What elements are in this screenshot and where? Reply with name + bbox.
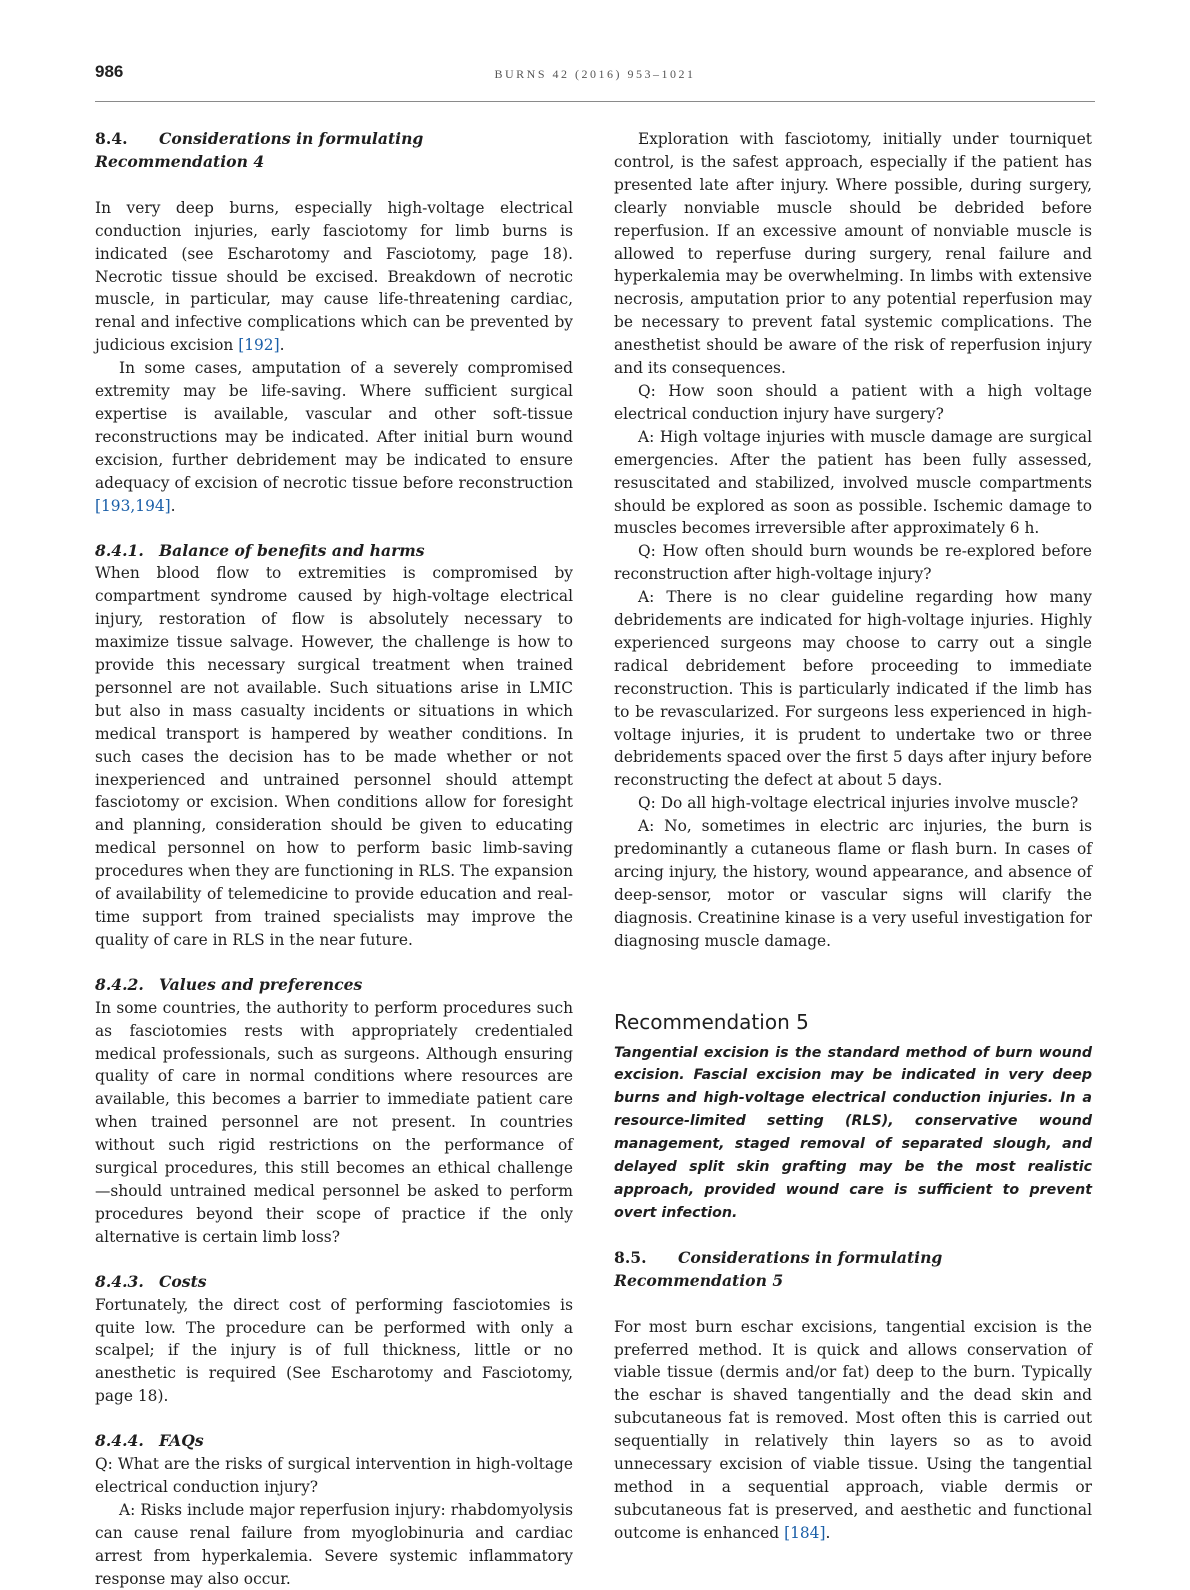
subsection-number: 8.4.2. — [95, 974, 144, 994]
subsection-heading-8-4-4 — [95, 1430, 573, 1453]
left-column — [95, 128, 573, 1590]
citation-link[interactable]: [193,194] — [95, 496, 171, 515]
paragraph: For most burn eschar excisions, tangential excision is the preferred method. It is quick and allows conservation of viable tissue (dermis and/or fat) deep to the burn. Typically the eschar is shaved tangentially and the dead skin and subcutaneous fat is removed. Most often this is carried out sequentially in relatively thin layers so as to avoid unnecessary excision of viable tissue. Using the tangential method in a sequential approach, viable dermis or subcutaneous fat is preserved, and aesthetic and functional outcome is enhanced [184]. — [614, 1317, 1092, 1542]
section-title: Considerations in formulating Recommendation 5 — [614, 1247, 943, 1290]
subsection-title: Balance of benefits and harms — [159, 540, 425, 560]
paragraph: When blood flow to extremities is compromised by compartment syndrome caused by high-voltage electrical injury, restoration of flow is absolutely necessary to maximize tissue salvage. However, the challenge is how to provide this necessary surgical treatment when trained personnel are not available. Such situations arise in LMIC but also in mass casualty incidents or situations in which medical transport is hampered by weather conditions. In such cases the decision has to be made whether or not inexperienced and untrained personnel should attempt fasciotomy or excision. When conditions allow for foresight and planning, consideration should be given to educating medical personnel on how to perform basic limb-saving procedures when they are functioning in RLS. The expansion of availability of telemedicine to provide education and real-time support from trained specialists may improve the quality of care in RLS in the near future. — [95, 564, 573, 949]
faq-answer: A: No, sometimes in electric arc injuries, the burn is predominantly a cutaneous flame or flash burn. In cases of arcing injury, the history, wound appearance, and absence of deep-sensor, motor or vascular signs will clarify the diagnosis. Creatinine kinase is a very useful investigation for diagnosing muscle damage. — [614, 817, 1092, 950]
section-heading-8-5 — [614, 1247, 1092, 1293]
subsection-number: 8.4.1. — [95, 540, 144, 560]
faq-question: Q: Do all high-voltage electrical injuries involve muscle? — [638, 794, 1079, 813]
paragraph: In very deep burns, especially high-voltage electrical conduction injuries, early fasciotomy for limb burns is indicated (see Escharotomy and Fasciotomy, page 18). Necrotic tissue should be excised. Breakdown of necrotic muscle, in particular, may cause life-threatening cardiac, renal and infective complications which can be prevented by judicious excision [192]. — [95, 198, 573, 355]
paragraph: In some countries, the authority to perform procedures such as fasciotomies rests with appropriately credentialed medical professionals, such as surgeons. Although ensuring quality of care in normal conditions where resources are available, this becomes a barrier to immediate patient care when trained personnel are not present. In countries without such rigid restrictions on the performance of surgical procedures, this still becomes an ethical challenge—should untrained medical personnel be asked to perform procedures beyond their scope of practice if the only alternative is certain limb loss? — [95, 998, 573, 1246]
running-head: BURNS 42 (2016) 953–1021 — [494, 67, 696, 81]
recommendation-title: Recommendation 5 — [614, 1009, 809, 1034]
page-number: 986 — [95, 62, 124, 81]
paragraph: Fortunately, the direct cost of performing fasciotomies is quite low. The procedure can be performed with only a scalpel; if the injury is of full thickness, little or no anesthetic is required (See Escharotomy and Fasciotomy, page 18). — [95, 1295, 573, 1406]
subsection-title: Costs — [159, 1271, 207, 1291]
subsection-heading-8-4-3 — [95, 1271, 573, 1294]
subsection-number: 8.4.3. — [95, 1271, 144, 1291]
recommendation-text: Tangential excision is the standard method of burn wound excision. Fascial excision may be indicated in very deep burns and high-voltage electrical conduction injuries. In a resource-limited setting (RLS), conservative wound management, staged removal of separated slough, and delayed split skin grafting may be the most realistic approach, provided wound care is sufficient to prevent overt infection. — [614, 1044, 1092, 1221]
paragraph: In some cases, amputation of a severely compromised extremity may be life-saving. Where sufficient surgical expertise is available, vascular and other soft-tissue reconstructions may be indicated. After initial burn wound excision, further debridement may be indicated to ensure adequacy of excision of necrotic tissue before reconstruction [193,194]. — [95, 359, 573, 515]
faq-question: Q: How soon should a patient with a high voltage electrical conduction injury have surgery? — [614, 381, 1092, 423]
section-number: 8.5. — [614, 1247, 647, 1267]
subsection-title: FAQs — [159, 1431, 204, 1451]
paragraph: Exploration with fasciotomy, initially under tourniquet control, is the safest approach, especially if the patient has presented late after injury. Where possible, during surgery, clearly nonviable muscle should be debrided before reperfusion. If an excessive amount of nonviable muscle is allowed to reperfuse during surgery, renal failure and hyperkalemia may be overwhelming. In limbs with extensive necrosis, amputation prior to any potential reperfusion may be necessary to prevent fatal systemic complications. The anesthetist should be aware of the risk of reperfusion injury and its consequences. — [614, 130, 1092, 378]
faq-question: Q: How often should burn wounds be re-explored before reconstruction after high-voltage injury? — [614, 542, 1092, 584]
citation-link[interactable]: [192] — [238, 336, 280, 355]
subsection-heading-8-4-1 — [95, 540, 573, 563]
section-title: Considerations in formulating Recommendation 4 — [95, 129, 424, 171]
faq-answer: A: There is no clear guideline regarding how many debridements are indicated for high-voltage injuries. Highly experienced surgeons may choose to carry out a single radical debridement before proceeding to immediate reconstruction. This is particularly indicated if the limb has to be revascularized. For surgeons less experienced in high-voltage injuries, it is prudent to undertake two or three debridements spaced over the first 5 days after injury before reconstructing the defect at about 5 days. — [614, 588, 1092, 790]
section-heading-8-4 — [95, 128, 573, 174]
header-rule — [95, 101, 1095, 102]
faq-answer: A: High voltage injuries with muscle damage are surgical emergencies. After the patient has been fully assessed, resuscitated and stabilized, involved muscle compartments should be explored as soon as possible. Ischemic damage to muscles becomes irreversible after approximately 6 h. — [614, 427, 1092, 538]
right-column — [614, 128, 1092, 1545]
subsection-number: 8.4.4. — [95, 1431, 144, 1451]
section-number: 8.4. — [95, 129, 128, 148]
faq-answer: A: Risks include major reperfusion injury: rhabdomyolysis can cause renal failure from myoglobinuria and cardiac arrest from hyperkalemia. Severe systemic inflammatory response may also occur. — [95, 1500, 573, 1588]
subsection-title: Values and preferences — [159, 974, 363, 994]
citation-link[interactable]: [184] — [784, 1523, 826, 1542]
faq-question: Q: What are the risks of surgical intervention in high-voltage electrical conduction injury? — [95, 1455, 573, 1496]
subsection-heading-8-4-2 — [95, 974, 573, 997]
